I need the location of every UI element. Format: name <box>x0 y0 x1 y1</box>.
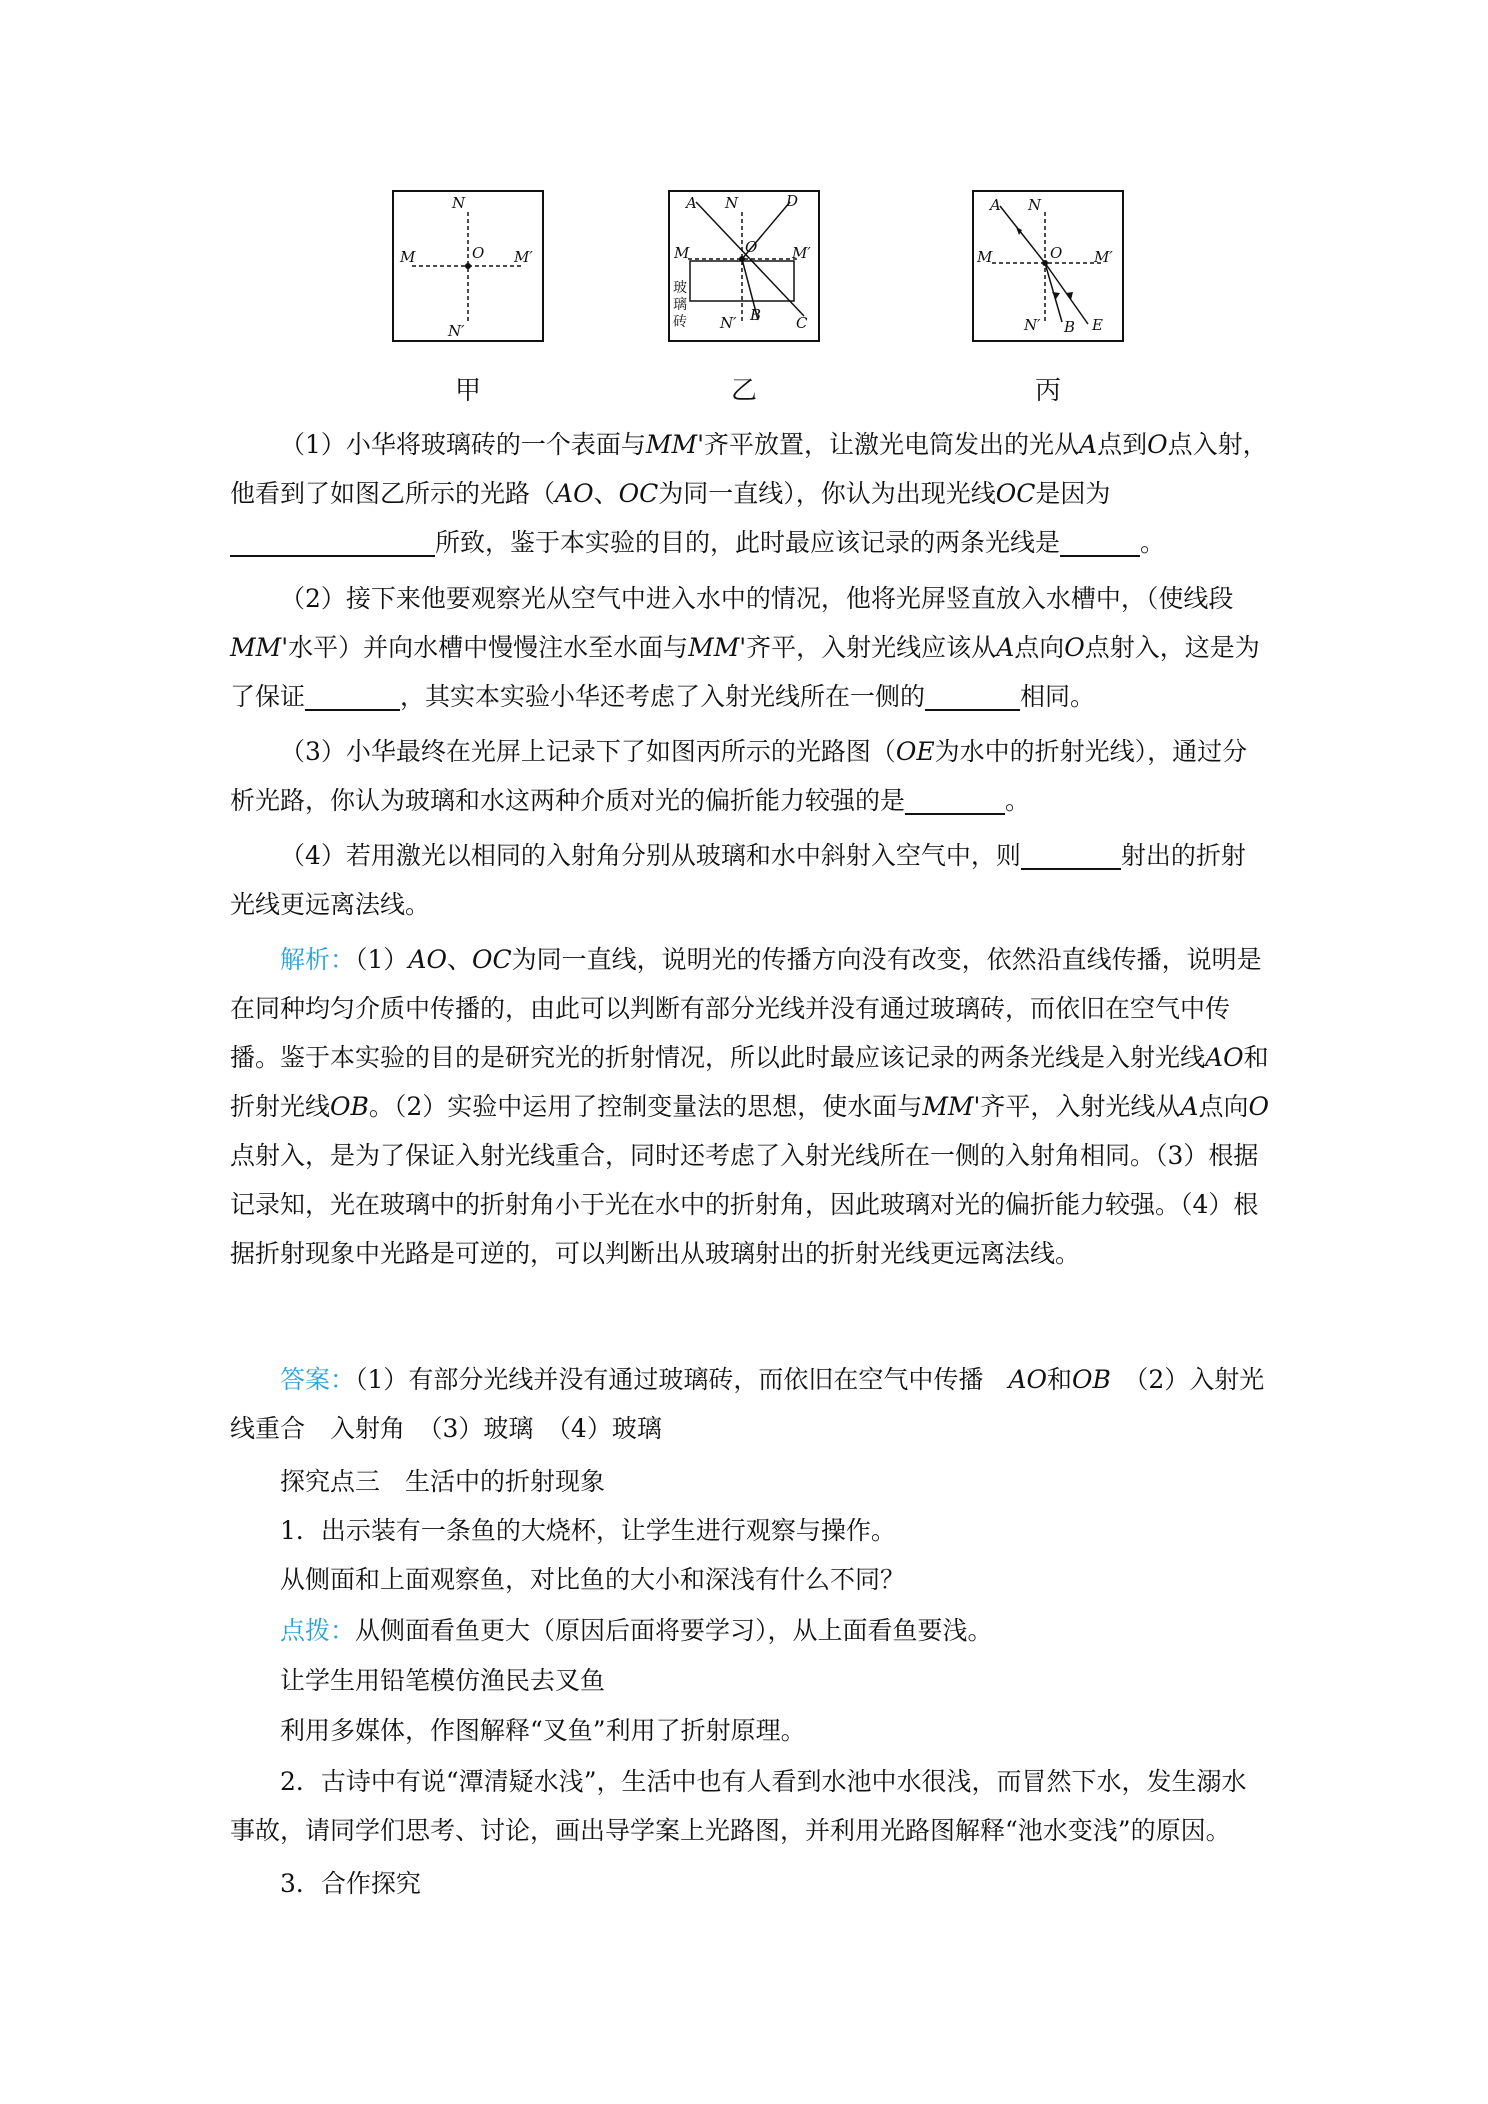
label-b: B <box>1064 318 1076 336</box>
answer: 答案：（1）有部分光线并没有通过玻璃砖，而依旧在空气中传播 AO和OB （2）入射光线重合 入射角 （3）玻璃 （4）玻璃 <box>230 1365 1265 1443</box>
answer-label: 答案： <box>280 1365 356 1394</box>
figure-bing <box>972 190 1124 342</box>
label-a: A <box>686 194 697 212</box>
question-1: （1）小华将玻璃砖的一个表面与MM'齐平放置，让激光电筒发出的光从A点到O点入射，他看到了如图乙所示的光路（AO、OC为同一直线），你认为出现光线OC是因为 所致，鉴于本实验的目的，此时最应该记录的两条光线是 。 <box>230 430 1268 557</box>
label-a: A <box>990 196 1001 214</box>
label-glass-1: 玻 <box>673 280 687 296</box>
answer-blank[interactable] <box>305 679 400 711</box>
caption-yi: 乙 <box>730 376 757 406</box>
label-e: E <box>1092 316 1103 334</box>
label-m: M <box>674 244 690 262</box>
label-b: B <box>750 306 762 324</box>
answer-blank[interactable] <box>905 783 1005 815</box>
label-m-prime: M′ <box>514 248 533 266</box>
caption-jia: 甲 <box>454 376 481 406</box>
pencil-activity: 让学生用铅笔模仿渔民去叉鱼 <box>280 1666 606 1695</box>
label-n: N <box>1028 196 1042 214</box>
label-n-prime: N′ <box>448 322 465 340</box>
label-m-prime: M′ <box>792 244 811 262</box>
label-n-prime: N′ <box>720 314 737 332</box>
answer-blank[interactable] <box>925 679 1020 711</box>
label-d: D <box>786 192 799 210</box>
media-activity: 利用多媒体，作图解释“叉鱼”利用了折射原理。 <box>280 1716 806 1745</box>
label-m-prime: M′ <box>1094 248 1113 266</box>
label-glass-2: 璃 <box>673 297 687 313</box>
observe-question: 从侧面和上面观察鱼，对比鱼的大小和深浅有什么不同？ <box>280 1565 906 1594</box>
hint: 点拨：从侧面看鱼更大（原因后面将要学习），从上面看鱼要浅。 <box>280 1616 993 1645</box>
question-2: （2）接下来他要观察光从空气中进入水中的情况，他将光屏竖直放入水槽中，（使线段MM'水平）并向水槽中慢慢注水至水面与MM'齐平，入射光线应该从A点向O点射入，这是为了保证 ，其实本实验小华还考虑了入射光线所在一侧的 相同。 <box>230 584 1260 711</box>
answer-blank[interactable] <box>1060 525 1140 557</box>
label-glass-3: 砖 <box>673 314 687 330</box>
analysis-label: 解析： <box>280 945 356 974</box>
label-n: N <box>725 194 739 212</box>
figure-yi <box>668 190 820 342</box>
label-o: O <box>472 244 485 262</box>
label-n-prime: N′ <box>1024 316 1041 334</box>
question-3: （3）小华最终在光屏上记录下了如图丙所示的光路图（OE为水中的折射光线），通过分析光路，你认为玻璃和水这两种介质对光的偏折能力较强的是 。 <box>230 737 1248 815</box>
label-m: M <box>400 248 416 266</box>
hint-label: 点拨： <box>280 1616 356 1645</box>
label-o: O <box>1050 244 1063 262</box>
answer-blank[interactable] <box>230 525 435 557</box>
label-c: C <box>796 314 808 332</box>
section-item-1: 1．出示装有一条鱼的大烧杯，让学生进行观察与操作。 <box>280 1516 896 1545</box>
question-4: （4）若用激光以相同的入射角分别从玻璃和水中斜射入空气中，则 射出的折射光线更远离法线。 <box>230 831 1270 929</box>
label-n: N <box>452 194 466 212</box>
figure-jia <box>392 190 544 342</box>
section-heading: 探究点三 生活中的折射现象 <box>280 1467 606 1496</box>
caption-bing: 丙 <box>1034 376 1061 406</box>
answer-blank[interactable] <box>1021 838 1121 870</box>
section-item-2: 2．古诗中有说“潭清疑水浅”，生活中也有人看到水池中水很浅，而冒然下水，发生溺水事故，请同学们思考、讨论，画出导学案上光路图，并利用光路图解释“池水变浅”的原因。 <box>230 1767 1247 1845</box>
label-m: M <box>977 248 993 266</box>
analysis: 解析：（1）AO、OC为同一直线，说明光的传播方向没有改变，依然沿直线传播，说明是在同种均匀介质中传播的，由此可以判断有部分光线并没有通过玻璃砖，而依旧在空气中传播。鉴于本实验的目的是研究光的折射情况，所以此时最应该记录的两条光线是入射光线AO和折射光线OB。（2）实验中运用了控制变量法的思想，使水面与MM'齐平，入射光线从A点向O点射入，是为了保证入射光线重合，同时还考虑了入射光线所在一侧的入射角相同。（3）根据记录知，光在玻璃中的折射角小于光在水中的折射角，因此玻璃对光的偏折能力较强。（4）根据折射现象中光路是可逆的，可以判断出从玻璃射出的折射光线更远离法线。 <box>230 945 1269 1268</box>
section-item-3: 3．合作探究 <box>280 1869 421 1898</box>
label-o: O <box>745 238 758 256</box>
